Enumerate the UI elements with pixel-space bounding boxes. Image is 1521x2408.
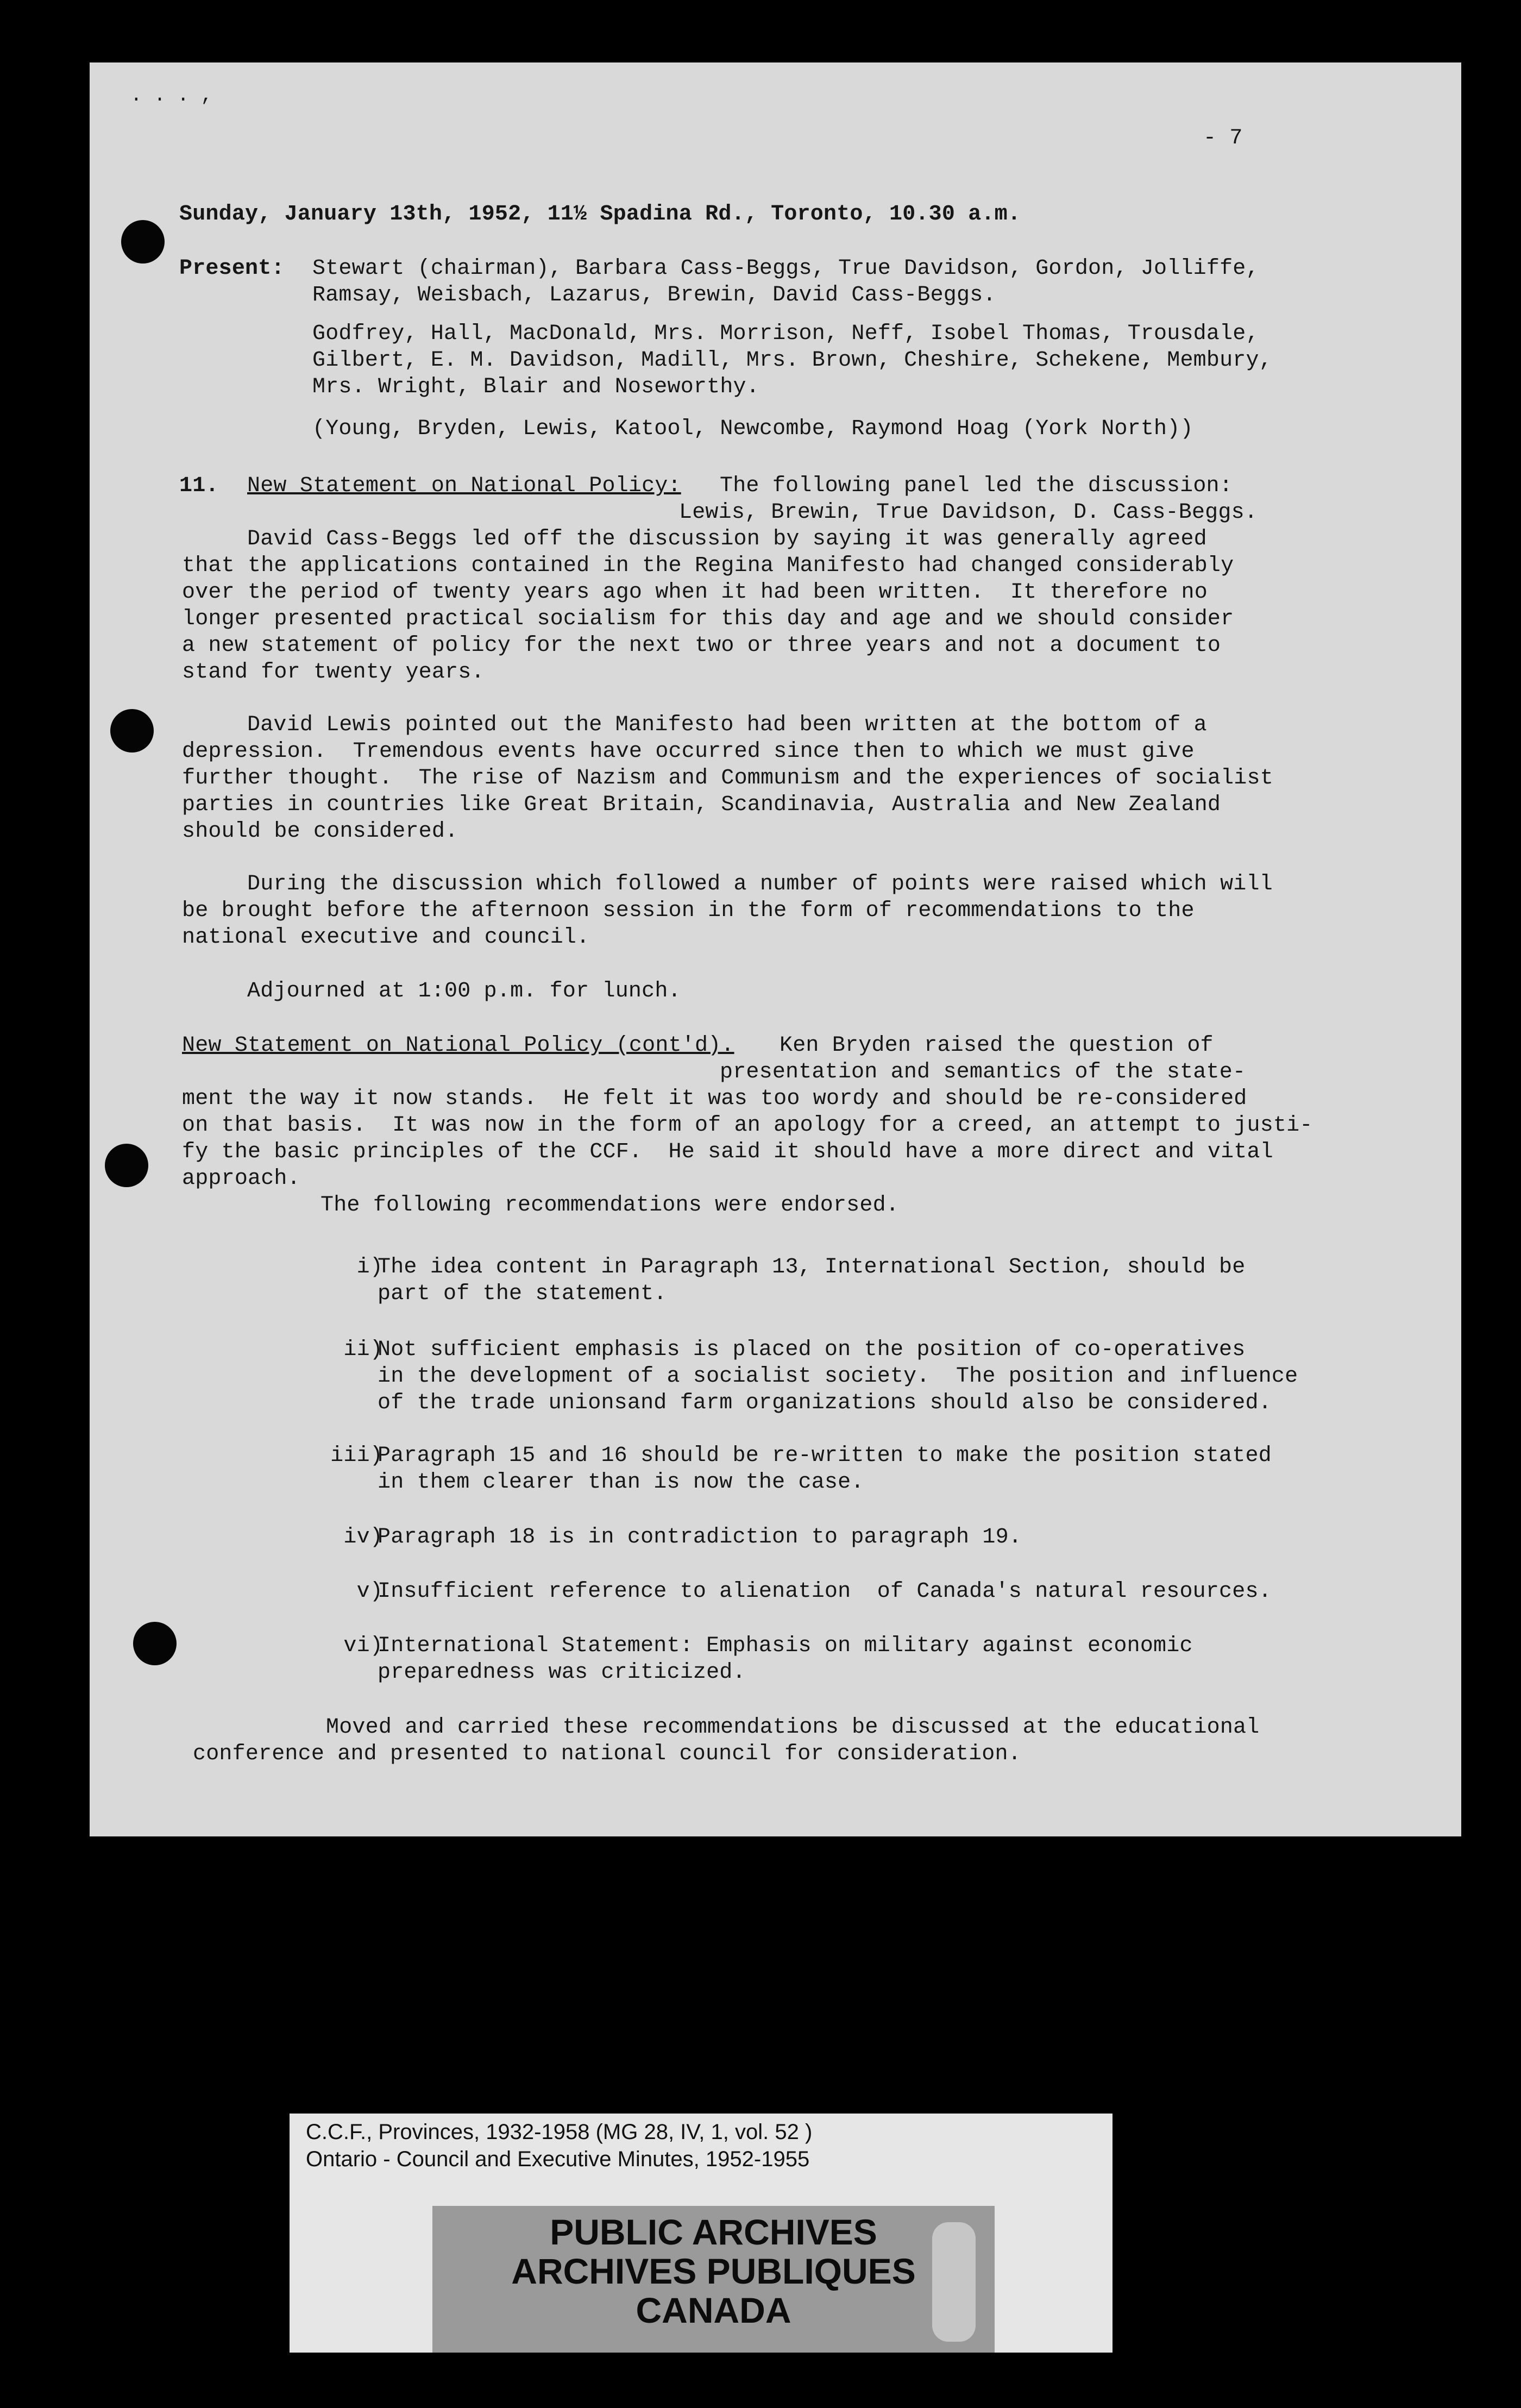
rec-line: in the development of a socialist society. The position and influence: [378, 1364, 1298, 1389]
endorsed-line: The following recommendations were endorsed.: [320, 1193, 899, 1218]
top-marks: . . . ,: [130, 84, 213, 106]
rec-line: Not sufficient emphasis is placed on the position of co-operatives: [378, 1338, 1246, 1362]
rec-line: part of the statement.: [378, 1282, 667, 1306]
motion-line: conference and presented to national council for consideration.: [193, 1742, 1021, 1766]
item-intro: The following panel led the discussion:: [720, 474, 1233, 498]
stamp-line: PUBLIC ARCHIVES: [550, 2212, 877, 2252]
punch-hole: [110, 709, 154, 752]
paragraph-line: longer presented practical socialism for this day and age and we should consider: [182, 607, 1234, 631]
present-line: Mrs. Wright, Blair and Noseworthy.: [312, 375, 759, 399]
adjourned-line: Adjourned at 1:00 p.m. for lunch.: [247, 979, 681, 1004]
present-line: Ramsay, Weisbach, Lazarus, Brewin, David Cass-Beggs.: [312, 283, 996, 308]
continued-title: New Statement on National Policy (cont'd).: [182, 1033, 734, 1058]
rec-line: of the trade unionsand farm organizations should also be considered.: [378, 1391, 1272, 1415]
absent-line: (Young, Bryden, Lewis, Katool, Newcombe, Raymond Hoag (York North)): [312, 417, 1193, 441]
punch-hole: [133, 1622, 177, 1665]
present-line: Stewart (chairman), Barbara Cass-Beggs, True Davidson, Gordon, Jolliffe,: [312, 256, 1259, 281]
rec-line: International Statement: Emphasis on military against economic: [378, 1634, 1193, 1658]
archive-label: [290, 2114, 1113, 2353]
rec-line: The idea content in Paragraph 13, International Section, should be: [378, 1255, 1246, 1280]
item-title: New Statement on National Policy:: [247, 474, 681, 498]
present-line: Godfrey, Hall, MacDonald, Mrs. Morrison, Neff, Isobel Thomas, Trousdale,: [312, 322, 1259, 346]
rec-number: vi): [343, 1634, 383, 1658]
motion-line: Moved and carried these recommendations be discussed at the educational: [326, 1715, 1260, 1740]
rec-number: iii): [330, 1444, 383, 1468]
paragraph-line: depression. Tremendous events have occurred since then to which we must give: [182, 739, 1195, 764]
present-line: Gilbert, E. M. Davidson, Madill, Mrs. Brown, Cheshire, Schekene, Membury,: [312, 348, 1272, 373]
item-number: 11.: [179, 474, 219, 498]
paragraph-line: parties in countries like Great Britain, Scandinavia, Australia and New Zealand: [182, 793, 1221, 817]
rec-line: Paragraph 15 and 16 should be re-written to make the position stated: [378, 1444, 1272, 1468]
rec-line: Insufficient reference to alienation of Canada's natural resources.: [378, 1579, 1272, 1604]
archive-reference: C.C.F., Provinces, 1932-1958 (MG 28, IV, 1, vol. 52 ): [306, 2120, 813, 2144]
rec-line: in them clearer than is now the case.: [378, 1470, 864, 1495]
rec-line: preparedness was criticized.: [378, 1660, 746, 1685]
page-number: - 7: [1203, 126, 1243, 150]
archive-title: Ontario - Council and Executive Minutes, 1952-1955: [306, 2147, 810, 2171]
rec-number: iv): [343, 1525, 383, 1550]
rec-number: v): [356, 1579, 383, 1604]
stamp-line: ARCHIVES PUBLIQUES: [511, 2251, 916, 2291]
stamp-line: CANADA: [636, 2290, 791, 2330]
paragraph-line: fy the basic principles of the CCF. He said it should have a more direct and vital: [182, 1140, 1273, 1164]
paragraph-line: David Cass-Beggs led off the discussion by saying it was generally agreed: [247, 527, 1207, 551]
paragraph-line: Ken Bryden raised the question of: [780, 1033, 1214, 1058]
paragraph-line: on that basis. It was now in the form of an apology for a creed, an attempt to justi-: [182, 1113, 1313, 1138]
paragraph-line: a new statement of policy for the next two or three years and not a document to: [182, 634, 1221, 658]
paragraph-line: stand for twenty years.: [182, 660, 485, 685]
meeting-header: Sunday, January 13th, 1952, 11½ Spadina Rd., Toronto, 10.30 a.m.: [179, 202, 1021, 227]
paragraph-line: further thought. The rise of Nazism and Communism and the experiences of socialist: [182, 766, 1273, 791]
paragraph-line: approach.: [182, 1167, 300, 1191]
paragraph-line: ment the way it now stands. He felt it was too wordy and should be re-considered: [182, 1087, 1247, 1111]
paragraph-line: should be considered.: [182, 819, 458, 844]
present-label: Present:: [179, 256, 285, 281]
paragraph-line: national executive and council.: [182, 925, 590, 950]
rec-line: Paragraph 18 is in contradiction to paragraph 19.: [378, 1525, 1022, 1550]
punch-hole: [121, 220, 165, 264]
archive-stamp: [432, 2206, 995, 2353]
paragraph-line: David Lewis pointed out the Manifesto had been written at the bottom of a: [247, 713, 1207, 737]
rec-number: i): [356, 1255, 383, 1280]
rec-number: ii): [343, 1338, 383, 1362]
paragraph-line: that the applications contained in the Regina Manifesto had changed considerably: [182, 554, 1234, 578]
paragraph-line: over the period of twenty years ago when it had been written. It therefore no: [182, 580, 1208, 605]
paragraph-line: presentation and semantics of the state-: [720, 1060, 1246, 1084]
paragraph-line: be brought before the afternoon session in the form of recommendations to the: [182, 899, 1195, 923]
punch-hole: [105, 1144, 148, 1187]
document-page: [90, 62, 1461, 1836]
paragraph-line: During the discussion which followed a number of points were raised which will: [247, 872, 1273, 896]
item-intro: Lewis, Brewin, True Davidson, D. Cass-Beggs.: [679, 500, 1258, 525]
